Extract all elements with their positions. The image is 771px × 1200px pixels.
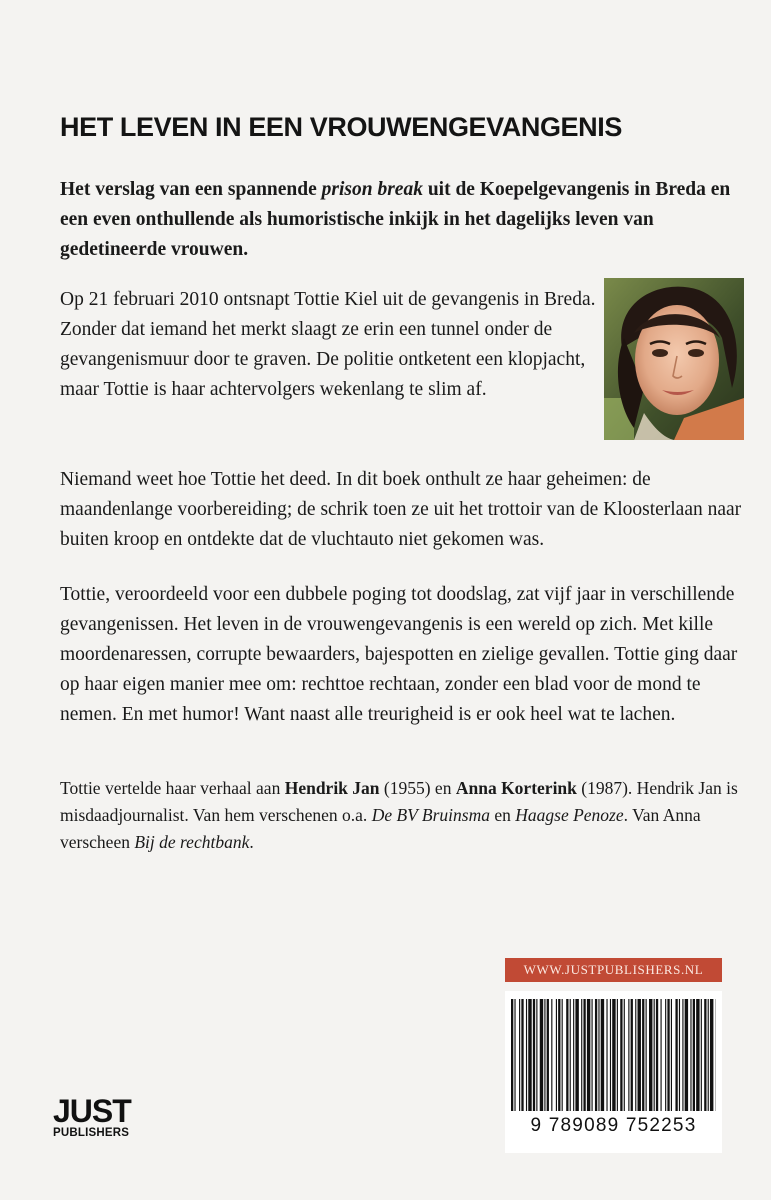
portrait-image — [604, 278, 744, 440]
paragraph-prison-life: Tottie, veroordeeld voor een dubbele poging tot doodslag, zat vijf jaar in verschillende gevangenissen. Het leven in de vrouwengevangenis is een wereld op zich. Met kille moordenaressen, corrupte bewaarders, bajespotten en zielige gevallen. Tottie ging daar op haar eigen manier mee om: rechttoe rechtaan, zonder een blad voor de mond te nemen. En met humor! Want naast alle treurigheid is er ook heel wat te lachen. — [60, 584, 738, 725]
credits-text-2: (1955) en — [379, 778, 456, 798]
author-anna-korterink: Anna Korterink — [455, 778, 577, 798]
intro-paragraph — [60, 175, 760, 265]
publisher-logo — [53, 1093, 131, 1139]
credits-text-3: (1987). Hendrik Jan is misdaadjournalist. Van hem verschenen o.a. — [60, 778, 738, 825]
isbn-number: 9 789089 752253 — [530, 1115, 697, 1136]
author-credits — [60, 775, 760, 856]
book-title-3: Bij de rechtbank — [134, 832, 250, 852]
author-photo — [604, 278, 744, 440]
intro-emphasis: prison break — [321, 179, 423, 200]
intro-text-end: uit de Koepelgevangenis in Breda en een even onthullende als humoristische inkijk in het dagelijks leven van gedetineerde vrouwen. — [60, 179, 731, 260]
paragraph-escape: Op 21 februari 2010 ontsnapt Tottie Kiel uit de gevangenis in Breda. Zonder dat iemand het merkt slaagt ze erin een tunnel onder de gevangenismuur door te graven. De politie ontketent een klopjacht, maar Tottie is haar achtervolgers wekenlang te slim af. — [60, 289, 596, 400]
barcode-bars — [511, 999, 716, 1111]
logo-word-just: JUST — [53, 1093, 131, 1129]
author-hendrik-jan: Hendrik Jan — [284, 778, 380, 798]
credits-text-1: Tottie vertelde haar verhaal aan — [60, 778, 285, 798]
logo-word-publishers: PUBLISHERS — [53, 1127, 130, 1139]
barcode — [505, 991, 722, 1153]
credits-text-5: . Van Anna verscheen — [60, 805, 701, 852]
book-title-2: Haagse Penoze — [515, 805, 624, 825]
cover-title: HET LEVEN IN EEN VROUWENGEVANGENIS — [60, 112, 622, 142]
intro-text-start: Het verslag van een spannende — [60, 179, 322, 200]
credits-text-4: en — [489, 805, 516, 825]
paragraph-secrets: Niemand weet hoe Tottie het deed. In dit boek onthult ze haar geheimen: de maandenlange voorbereiding; de schrik toen ze uit het trottoir van de Kloosterlaan naar buiten kroop en ontdekte dat de vluchtauto niet gekomen was. — [60, 469, 742, 550]
publisher-url: WWW.JUSTPUBLISHERS.NL — [505, 958, 722, 982]
credits-text-6: . — [249, 832, 254, 852]
book-title-1: De BV Bruinsma — [371, 805, 490, 825]
